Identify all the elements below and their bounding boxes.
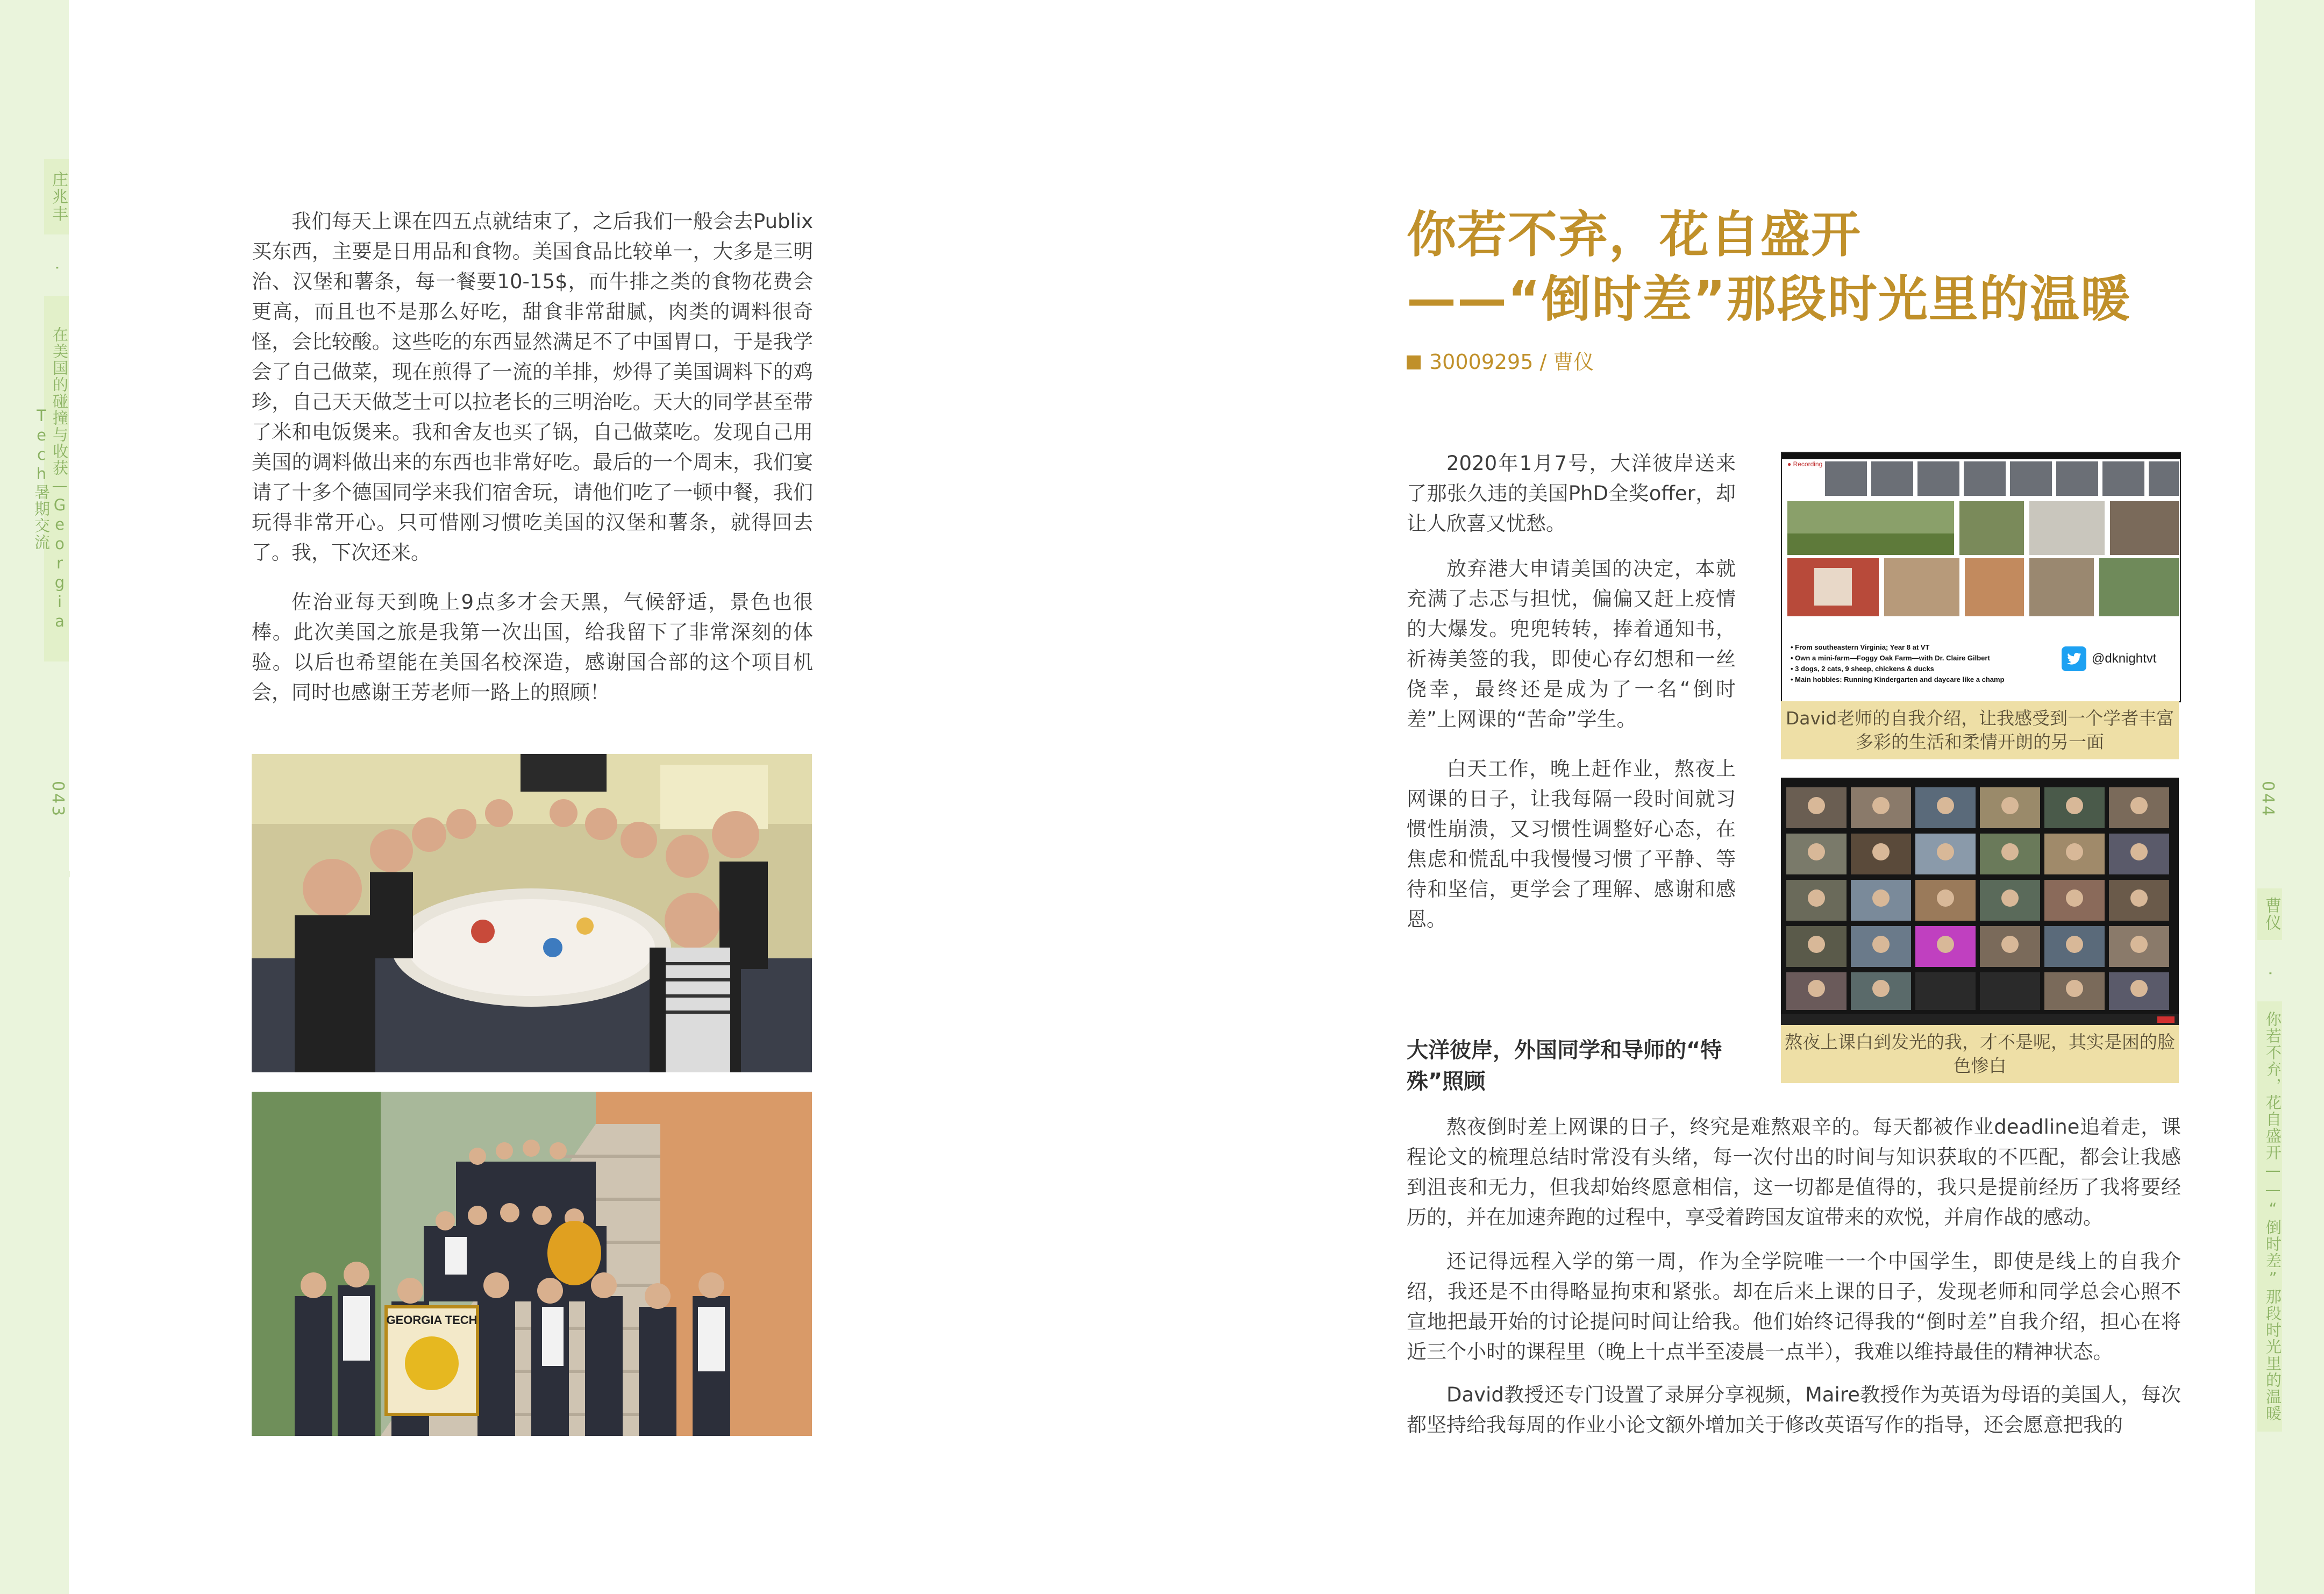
- slide-bullets: [1791, 642, 2049, 685]
- section-subheading: 大洋彼岸，外国同学和导师的“特殊”照顾: [1407, 1038, 1722, 1094]
- slide-bullet-3: • 3 dogs, 2 cats, 9 sheep, chickens & ducks: [1791, 665, 1934, 673]
- article-title-line-2: ——“倒时差”那段时光里的温暖: [1407, 271, 2131, 328]
- right-fold-decoration: [2255, 667, 2324, 742]
- left-author-label: 庄兆丰: [44, 159, 69, 234]
- right-body-paragraph-1: 熬夜倒时差上网课的日子，终究是难熬艰辛的。每天都被作业deadline追着走，课程论文的梳理总结时常没有头绪，每一次付出的时间与知识获取的不匹配，都会让我感到沮丧和无力，但我却始终愿意相信，这一切都是值得的，我只是提前经历了我将要经历的，并在加速奔跑的过程中，享受着跨国友谊带来的欢悦，并肩作战的感动。: [1407, 1115, 2181, 1229]
- right-body-paragraph-2: 还记得远程入学的第一周，作为全学院唯一一个中国学生，即使是线上的自我介绍，我还是不由得略显拘束和紧张。却在后来上课的日子，发现老师和同学总会心照不宣地把最开始的讨论提问时间让给我。他们始终记得我的“倒时差”自我介绍，担心在将近三个小时的课程里（晚上十点半至凌晨一点半），我难以维持最佳的精神状态。: [1407, 1250, 2181, 1363]
- right-author-label: 曹仪: [2257, 888, 2282, 940]
- left-article-label: 在美国的碰撞与收获—Georgia Tech暑期交流: [44, 296, 69, 661]
- slide-bullet-4: • Main hobbies: Running Kindergarten and daycare like a champ: [1791, 675, 2005, 684]
- right-intro-paragraph-2: 放弃港大申请美国的决定，本就充满了忐忑与担忧，偏偏又赶上疫情的大爆发。兜兜转转，捧着通知书，祈祷美签的我，即使心存幻想和一丝侥幸，最终还是成为了一名“倒时差”上网课的“苦命”学生。: [1407, 557, 1736, 731]
- left-page-number: 043: [48, 781, 67, 819]
- georgia-tech-banner-text: GEORGIA TECH: [386, 1313, 477, 1327]
- slide-bullet-1: • From southeastern Virginia; Year 8 at VT: [1791, 643, 1930, 651]
- byline-square-icon: [1407, 355, 1421, 369]
- right-body-paragraph-3: David教授还专门设置了录屏分享视频，Maire教授作为英语为母语的美国人，每次都坚持给我每周的作业小论文额外增加关于修改英语写作的指导，还会愿意把我的: [1407, 1383, 2181, 1436]
- caption-david-intro: David老师的自我介绍，让我感受到一个学者丰富多彩的生活和柔情开朗的另一面: [1781, 701, 2179, 759]
- left-paragraph-1: 我们每天上课在四五点就结束了，之后我们一般会去Publix买东西，主要是日用品和食物。美国食品比较单一，大多是三明治、汉堡和薯条，每一餐要10-15$，而牛排之类的食物花费会更高，而且也不是那么好吃，甜食非常甜腻，肉类的调料很奇怪，会比较酸。这些吃的东西显然满足不了中国胃口，于是我学会了自己做菜，现在煎得了一流的羊排，炒得了美国调料下的鸡珍，自己天天做芝士可以拉老长的三明治吃。天大的同学甚至带了米和电饭煲来。我和舍友也买了锅，自己做菜吃。发现自己用美国的调料做出来的东西也非常好吃。最后的一个周末，我们宴请了十多个德国同学来我们宿舍玩，请他们吃了一顿中餐，我们玩得非常开心。只可惜刚习惯吃美国的汉堡和薯条，就得回去了。我，下次还来。: [252, 210, 813, 564]
- slide-twitter: [2062, 646, 2156, 671]
- david-intro-slide-image: [1781, 452, 2181, 702]
- right-intro-paragraph-1: 2020年1月7号，大洋彼岸送来了那张久违的美国PhD全奖offer，却让人欣喜又忧愁。: [1407, 452, 1736, 535]
- byline-text: 30009295 / 曹仪: [1429, 350, 1594, 374]
- slide-bullet-2: • Own a mini-farm—Foggy Oak Farm—with Dr. Claire Gilbert: [1791, 654, 1990, 662]
- georgia-tech-group-photo: [252, 1092, 812, 1436]
- caption-late-night-class: 熬夜上课白到发光的我，才不是呢，其实是困的脸色惨白: [1781, 1025, 2179, 1083]
- article-byline: [1407, 348, 1594, 375]
- article-title-line-1: 你若不弃，花自盛开: [1407, 206, 1862, 264]
- left-label-dot: ·: [47, 265, 66, 271]
- left-paragraph-2: 佐治亚每天到晚上9点多才会天黑，气候舒适，景色也很棒。此次美国之旅是我第一次出国，给我留下了非常深刻的体验。以后也希望能在美国名校深造，感谢国合部的这个项目机会，同时也感谢王芳老师一路上的照顾！: [252, 590, 813, 704]
- dinner-group-photo: [252, 754, 812, 1072]
- twitter-handle: @dknightvt: [2092, 651, 2157, 666]
- twitter-icon: [2062, 646, 2086, 671]
- right-article-label: 你若不弃，花自盛开——“倒时差”那段时光里的温暖: [2257, 1001, 2282, 1432]
- left-fold-decoration: [0, 871, 70, 952]
- right-label-dot: ·: [2261, 971, 2279, 976]
- zoom-class-gallery-image: [1781, 778, 2179, 1025]
- right-page-number: 044: [2258, 781, 2277, 819]
- right-intro-paragraph-3: 白天工作，晚上赶作业，熬夜上网课的日子，让我每隔一段时间就习惯性崩溃，又习惯性调整好心态，在焦虑和慌乱中我慢慢习惯了平静、等待和坚信，更学会了理解、感谢和感恩。: [1407, 757, 1736, 931]
- slide-recording-indicator: ● Recording: [1787, 460, 1823, 468]
